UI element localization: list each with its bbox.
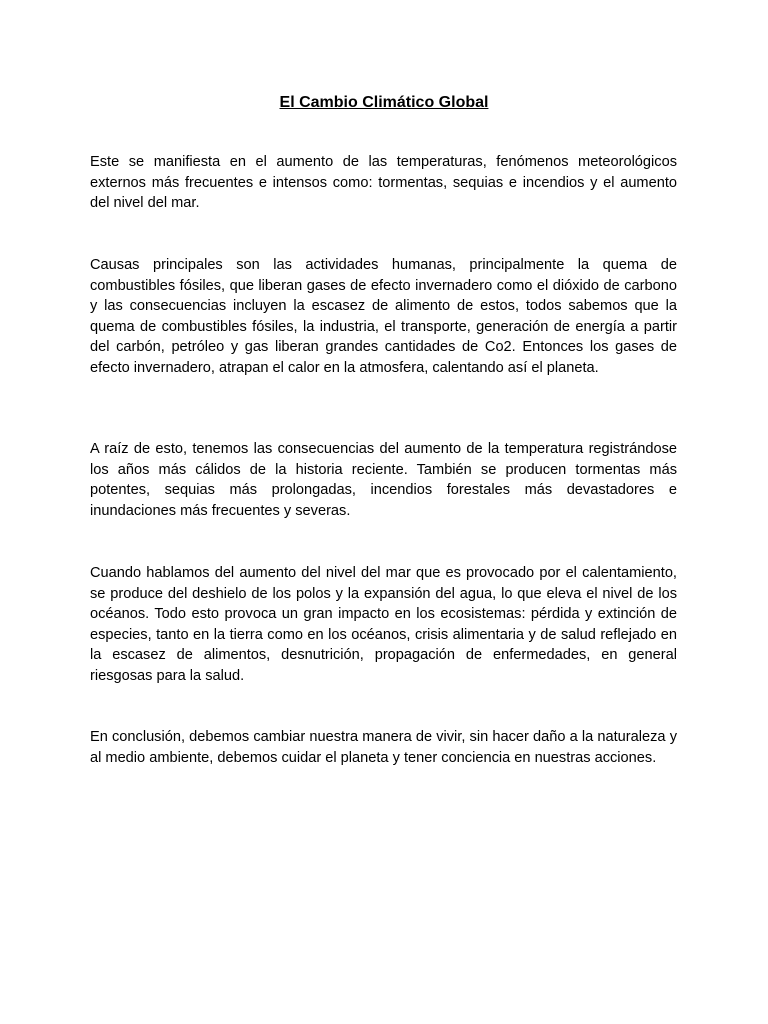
paragraph-intro: Este se manifiesta en el aumento de las temperaturas, fenómenos meteorológicos externos más frecuentes e intensos como: tormentas, sequias e incendios y el aumento del nivel del mar. xyxy=(90,154,677,211)
paragraph-sea-level: Cuando hablamos del aumento del nivel del mar que es provocado por el calentamiento, se produce del deshielo de los polos y la expansión del agua, lo que eleva el nivel de los océanos. Todo esto provoca un gran impacto en los ecosistemas: pérdida y extinción de especies, tanto en la tierra como en los océanos, crisis alimentaria y de salud reflejado en la escasez de alimentos, desnutrición, propagación de enfermedades, en general riesgosas para la salud. xyxy=(90,565,677,684)
paragraph-conclusion: En conclusión, debemos cambiar nuestra manera de vivir, sin hacer daño a la naturaleza y al medio ambiente, debemos cuidar el planeta y tener conciencia en nuestras acciones. xyxy=(90,729,677,766)
paragraph-consequences: A raíz de esto, tenemos las consecuencias del aumento de la temperatura registrándose los años más cálidos de la historia reciente. También se producen tormentas más potentes, sequias más prolongadas, incendios forestales más devastadores e inundaciones más frecuentes y severas. xyxy=(90,441,677,519)
paragraph-causes: Causas principales son las actividades humanas, principalmente la quema de combustibles fósiles, que liberan gases de efecto invernadero como el dióxido de carbono y las consecuencias incluyen la escasez de alimento de estos, todos sabemos que la quema de combustibles fósiles, la industria, el transporte, generación de energía a partir del carbón, petróleo y gas liberan grandes cantidades de Co2. Entonces los gases de efecto invernadero, atrapan el calor en la atmosfera, calentando así el planeta. xyxy=(90,257,677,376)
document-title: El Cambio Climático Global xyxy=(279,94,489,111)
